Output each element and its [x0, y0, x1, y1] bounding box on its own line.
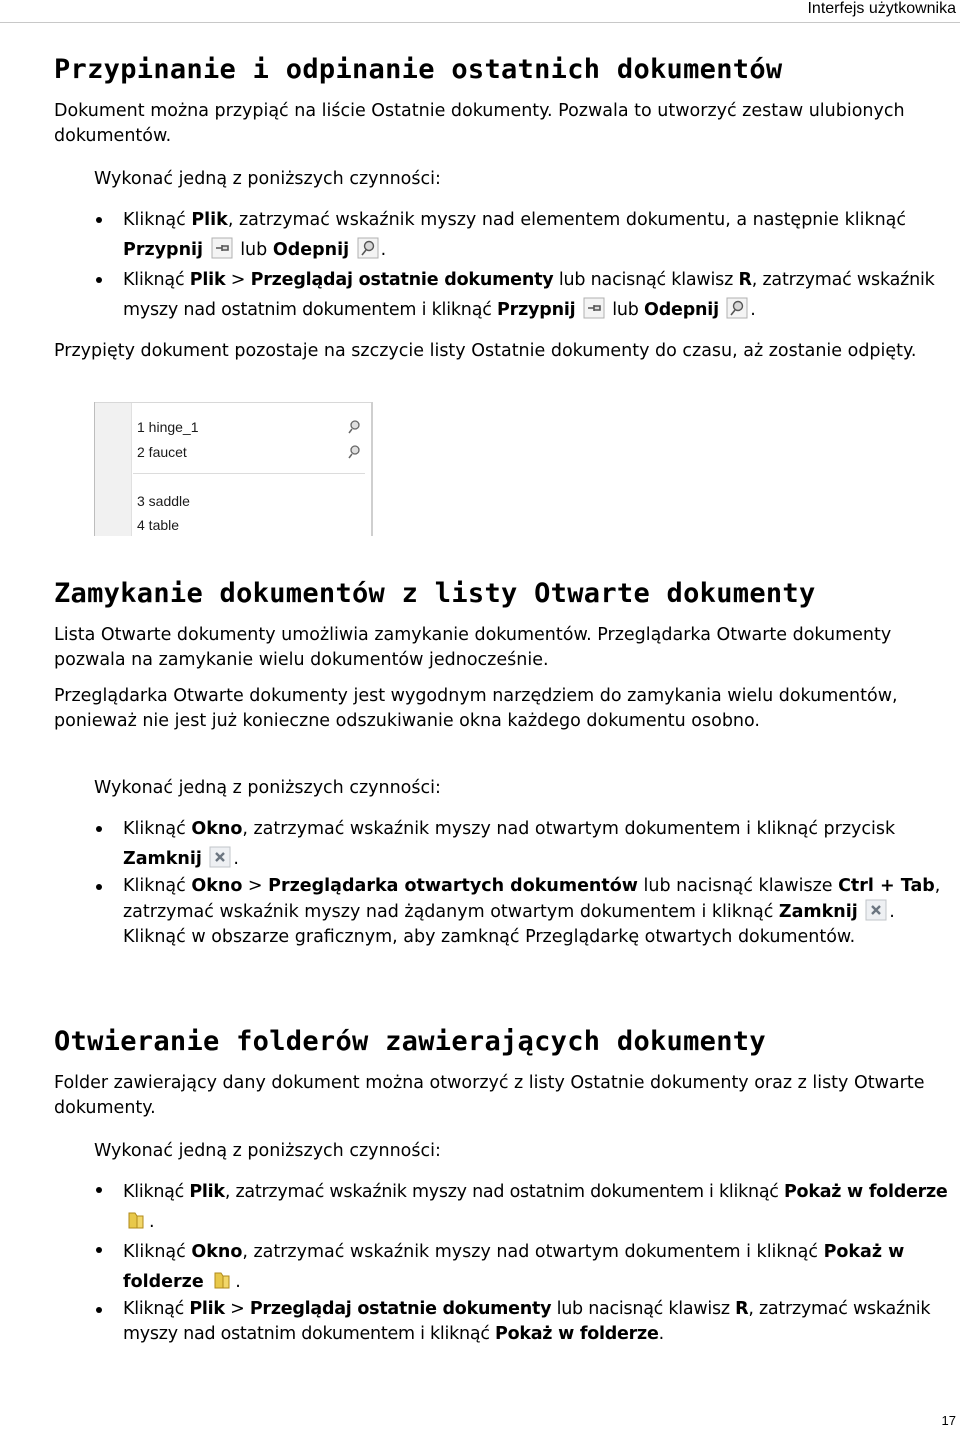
- recent-doc-item[interactable]: 2 faucet: [137, 444, 187, 460]
- folder-intro: Folder zawierający dany dokument można otworzyć z listy Ostatnie dokumenty oraz z listy Otwarte dokumenty.: [54, 1073, 925, 1118]
- screenshot-divider: [133, 473, 365, 474]
- folder-lead: Wykonać jedną z poniższych czynności:: [94, 1141, 441, 1161]
- recent-documents-screenshot: [94, 402, 373, 536]
- close-x-icon: [865, 899, 887, 921]
- pin-icon: [583, 297, 605, 319]
- folder-steps: [94, 1177, 956, 1347]
- close-step-2: Kliknąć Okno > Przeglądarka otwartych dokumentów lub nacisnąć klawisze Ctrl + Tab, zatrzymać wskaźnik myszy nad żądanym otwartym dokumentem i kliknąć Zamknij . Kliknąć w obszarze graficznym, aby zamknąć Przeglądarkę otwartych dokumentów.: [94, 874, 956, 950]
- folder-icon: [211, 1269, 233, 1291]
- pin-intro: Dokument można przypiąć na liście Ostatnie dokumenty. Pozwala to utworzyć zestaw ulubionych dokumentów.: [54, 101, 905, 146]
- screenshot-top-border: [95, 402, 373, 403]
- header-rule: [0, 22, 960, 23]
- close-lead: Wykonać jedną z poniższych czynności:: [94, 778, 441, 798]
- pin-icon: [211, 237, 233, 259]
- close-step-1: Kliknąć Okno, zatrzymać wskaźnik myszy nad otwartym dokumentem i kliknąć przycisk Zamknij .: [94, 814, 956, 874]
- close-intro: Lista Otwarte dokumenty umożliwia zamykanie dokumentów. Przeglądarka Otwarte dokumenty pozwala na zamykanie wielu dokumentów jednocześnie.: [54, 625, 892, 670]
- unpin-icon[interactable]: [346, 419, 362, 435]
- pin-lead: Wykonać jedną z poniższych czynności:: [94, 169, 441, 189]
- section-title-folder: Otwieranie folderów zawierających dokumenty: [54, 1026, 766, 1057]
- unpin-icon: [357, 237, 379, 259]
- screenshot-left-strip: [95, 402, 132, 536]
- section-title-close: Zamykanie dokumentów z listy Otwarte dokumenty: [54, 578, 816, 609]
- unpin-icon[interactable]: [346, 444, 362, 460]
- page-number: 17: [941, 1413, 956, 1428]
- pin-outro: Przypięty dokument pozostaje na szczycie listy Ostatnie dokumenty do czasu, aż zostanie odpięty.: [54, 341, 917, 361]
- close-steps: [94, 814, 956, 950]
- folder-step-1: Kliknąć Plik, zatrzymać wskaźnik myszy nad ostatnim dokumentem i kliknąć Pokaż w folderze .: [94, 1177, 956, 1237]
- recent-doc-item[interactable]: 3 saddle: [137, 493, 190, 509]
- folder-icon: [125, 1209, 147, 1231]
- pin-steps: [94, 205, 956, 325]
- recent-doc-item[interactable]: 1 hinge_1: [137, 419, 199, 435]
- pin-step-1: Kliknąć Plik, zatrzymać wskaźnik myszy nad elementem dokumentu, a następnie kliknąć Przypnij lub Odepnij .: [94, 205, 956, 265]
- close-x-icon: [209, 846, 231, 868]
- screenshot-right-border: [371, 402, 373, 536]
- folder-step-2: Kliknąć Okno, zatrzymać wskaźnik myszy nad otwartym dokumentem i kliknąć Pokaż w folderze .: [94, 1237, 956, 1297]
- pin-step-2: Kliknąć Plik > Przeglądaj ostatnie dokumenty lub nacisnąć klawisz R, zatrzymać wskaźnik myszy nad ostatnim dokumentem i kliknąć Przypnij lub Odepnij .: [94, 265, 956, 325]
- folder-step-3: Kliknąć Plik > Przeglądaj ostatnie dokumenty lub nacisnąć klawisz R, zatrzymać wskaźnik myszy nad ostatnim dokumentem i kliknąć Pokaż w folderze.: [94, 1297, 956, 1347]
- section-title-pin: Przypinanie i odpinanie ostatnich dokumentów: [54, 54, 783, 85]
- close-intro-2: Przeglądarka Otwarte dokumenty jest wygodnym narzędziem do zamykania wielu dokumentów, ponieważ nie jest już konieczne odszukiwanie okna każdego dokumentu osobno.: [54, 686, 898, 731]
- unpin-icon: [726, 297, 748, 319]
- running-header: Interfejs użytkownika: [807, 0, 956, 17]
- recent-doc-item[interactable]: 4 table: [137, 517, 180, 533]
